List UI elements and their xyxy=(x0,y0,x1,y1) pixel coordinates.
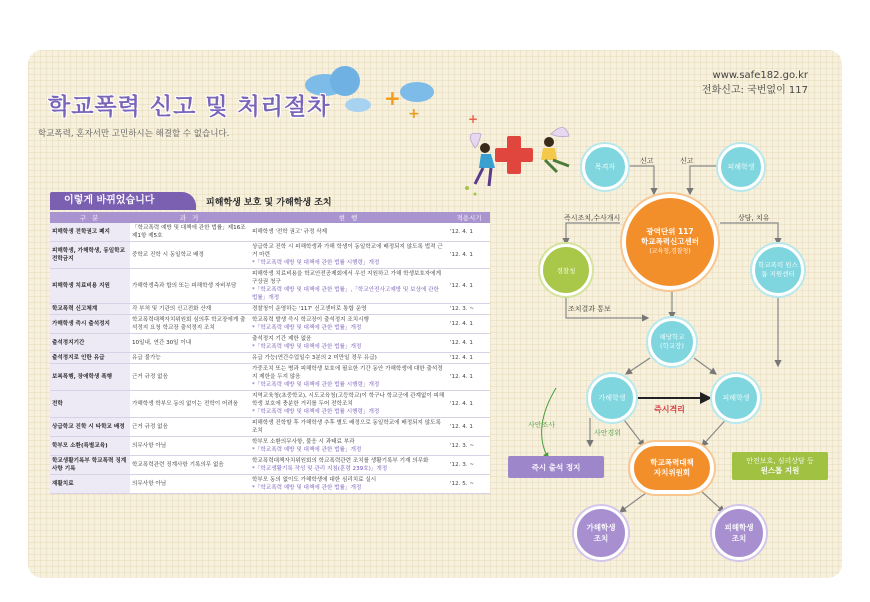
row-category: 학교생활기록부 학교폭력 징계사항 기록 xyxy=(50,456,130,475)
row-date: '12. 3. ~ xyxy=(448,456,490,475)
row-date: '12. 4. 1 xyxy=(448,269,490,304)
row-date: '12. 3. ~ xyxy=(448,437,490,456)
node-offender-action xyxy=(574,506,628,560)
offender-action-line1: 가해학생 xyxy=(586,523,616,532)
row-past: 「학교폭력 예방 및 대책에 관한 법률」제16조 제1항 제5호 xyxy=(130,223,250,242)
row-date: '12. 3. ~ xyxy=(448,304,490,315)
victim-action-line1: 피해학생 xyxy=(724,523,754,532)
row-category: 가해학생 즉시 출석정지 xyxy=(50,315,130,334)
row-past: 학교폭력관련 징계사항 기록의무 없음 xyxy=(130,456,250,475)
row-current-text: 학부모 소환의무사항, 불응 시 과태료 부과 xyxy=(252,439,355,445)
row-note: *「학교폭력 예방 및 대책에 관한 법률 시행령」개정 xyxy=(252,409,380,415)
row-date: '12. 4. 1 xyxy=(448,223,490,242)
row-current-text: 학부모 동의 없이도 가해학생에 대한 심리치료 실시 xyxy=(252,477,377,483)
label-immediate-action: 즉시조치,수사개시 xyxy=(564,214,621,222)
row-current-text: 학교폭력대책자치위원회의 학교폭력관련 조치를 생활기록부 기재 의무화 xyxy=(252,458,429,464)
row-category: 전학 xyxy=(50,391,130,418)
row-current-text: 피해학생 '전학 권고' 규정 삭제 xyxy=(252,229,328,235)
page-title: 학교폭력 신고 및 처리절차 xyxy=(48,94,331,120)
column-header: 과 거 xyxy=(130,212,250,223)
row-date: '12. 4. 1 xyxy=(448,315,490,334)
row-date: '12. 4. 1 xyxy=(448,334,490,353)
row-date: '12. 4. 1 xyxy=(448,364,490,391)
row-note: *「학교폭력 예방 및 대책에 관한 법률」개정 xyxy=(252,485,362,491)
label-case-report: 사안경위 xyxy=(594,429,622,437)
row-category: 피해학생 전학권고 폐지 xyxy=(50,223,130,242)
row-category: 상급학교 진학 시 타학교 배정 xyxy=(50,418,130,437)
row-note: *「학교폭력 예방 및 대책에 관한 법률 시행령」개정 xyxy=(252,260,380,266)
box-onestop-support xyxy=(732,452,828,480)
node-police: 경찰청 xyxy=(540,244,592,296)
label-report-right: 신고 xyxy=(680,157,694,165)
row-past: 가해학생 학부모 동의 없이는 전학이 어려움 xyxy=(130,391,250,418)
node-school xyxy=(648,318,696,366)
protection-line2: 원스톱 지원 xyxy=(760,466,800,475)
row-current-text: 출석정지 기간 제한 없음 xyxy=(252,336,312,342)
label-result-notice: 조치결과 통보 xyxy=(568,305,611,313)
victim-action-line2: 조치 xyxy=(731,534,747,543)
row-current-text: 피해학생 치료비용을 학교안전공제회에서 우선 지원하고 가해 학생보호자에게 구상권 청구 xyxy=(252,271,441,285)
plus-icon: + xyxy=(468,112,479,126)
changes-tag: 이렇게 바뀌었습니다 xyxy=(50,192,196,210)
row-date: '12. 4. 1 xyxy=(448,242,490,269)
row-past: 근거 규정 없음 xyxy=(130,418,250,437)
row-past: 학교폭력대책자치위원회 심의후 학교장에게 출석정지 요청 학교장 출석정지 조치 xyxy=(130,315,250,334)
box-suspension: 즉시 출석 정지 xyxy=(508,456,604,478)
row-past: 유급 불가능 xyxy=(130,353,250,364)
row-date: '12. 4. 1 xyxy=(448,353,490,364)
protection-line1: 안전보호, 심리상담 등 xyxy=(746,457,814,465)
row-date: '12. 5. ~ xyxy=(448,475,490,494)
row-note: *「학교폭력 예방 및 대책에 관한 법률」개정 xyxy=(252,447,362,453)
row-current-text: 피해학생 진학할 후 가해학생 추후 별도 배정으로 동일학교에 배정되지 않도록 조치 xyxy=(252,420,441,434)
row-past: 의무사항 아님 xyxy=(130,475,250,494)
plus-icon: + xyxy=(408,106,420,122)
column-header: 구 분 xyxy=(50,212,130,223)
row-category: 재활치료 xyxy=(50,475,130,494)
row-category: 학부모 소환(특별교육) xyxy=(50,437,130,456)
row-current-text: 유급 가능(연간수업일수 3분의 2 미만일 경우 유급) xyxy=(252,355,377,361)
label-separation: 즉시격리 xyxy=(654,405,685,414)
row-past: 10일내, 연간 30일 이내 xyxy=(130,334,250,353)
row-current-text: 상급학교 진학 시 피해학생과 가해 학생이 동일학교에 배정되지 않도록 법적 근거 마련 xyxy=(252,244,443,258)
row-past: 근거 규정 없음 xyxy=(130,364,250,391)
row-category: 출석정지기간 xyxy=(50,334,130,353)
column-header: 적용시기 xyxy=(448,212,490,223)
center-line3: (교육청,경찰청) xyxy=(649,248,691,255)
node-117-center xyxy=(622,194,718,290)
label-fact-check: 사안조사 xyxy=(528,421,556,429)
plus-icon: + xyxy=(384,86,401,110)
node-victim-student: 피해학생 xyxy=(712,374,760,422)
school-label: 해당학교 (학교장) xyxy=(659,333,685,350)
website-link[interactable]: www.safe182.go.kr xyxy=(712,70,808,81)
row-category: 보복폭행, 장애학생 폭행 xyxy=(50,364,130,391)
row-category: 피해학생, 가해학생, 동일학교 전학금지 xyxy=(50,242,130,269)
row-note: *「학교폭력 예방 및 대책에 관한 법률 시행령」개정 xyxy=(252,382,380,388)
row-past: 중학교 진학 시 동일학교 배정 xyxy=(130,242,250,269)
row-past: 의무사항 아님 xyxy=(130,437,250,456)
row-category: 피해학생 치료비용 지원 xyxy=(50,269,130,304)
node-victim: 피해학생 xyxy=(718,144,764,190)
row-current-text: 지역교육청(초중학교), 시도교육청(고등학교)이 학구나 학교군에 관계없이 피해학생 보호에 충분한 거리를 두어 전학조치 xyxy=(252,393,445,407)
node-onestop-center xyxy=(752,244,804,296)
label-counsel: 상담, 치유 xyxy=(738,214,770,222)
row-note: *「학교폭력 예방 및 대책에 관한 법률」개정 xyxy=(252,344,362,350)
row-note: *「학교생활기록 작성 및 관리 지침(훈령 239호)」개정 xyxy=(252,466,388,472)
offender-action-line2: 조치 xyxy=(593,534,609,543)
hotline-text: 전화신고: 국번없이 117 xyxy=(701,85,808,96)
row-category: 학교폭력 신고체계 xyxy=(50,304,130,315)
label-report-left: 신고 xyxy=(640,157,654,165)
node-witness: 목격자 xyxy=(582,144,628,190)
page-subtitle: 학교폭력, 혼자서만 고민하시는 해결할 수 없습니다. xyxy=(38,129,230,139)
node-offender: 가해학생 xyxy=(588,374,636,422)
row-note: *「학교폭력 예방 및 대책에 관한 법률」개정 xyxy=(252,325,362,331)
row-date: '12. 4. 1 xyxy=(448,391,490,418)
center-line2: 학교폭력신고센터 xyxy=(641,237,699,246)
row-note: *「학교폭력 예방 및 대책에 관한 법률」,「학교안전사고예방 및 보상에 관한 법률」개정 xyxy=(252,287,439,301)
row-category: 출석정지로 인한 유급 xyxy=(50,353,130,364)
onestop-center-label: 학교폭력 원스톱 지원센터 xyxy=(758,261,798,278)
committee-line2: 자치위원회 xyxy=(653,468,691,477)
row-current-text: 경찰청이 운영하는 '117' 신고센터로 통합 운영 xyxy=(252,306,367,312)
committee-line1: 학교폭력대책 xyxy=(650,458,694,467)
row-current-text: 가중조치 또는 병과 피해학생 보호에 필요한 기간 동안 가해학생에 대한 출석정지 제한을 두지 않음 xyxy=(252,366,443,380)
node-victim-action xyxy=(712,506,766,560)
row-date: '12. 4. 1 xyxy=(448,418,490,437)
center-line1: 광역단위 117 xyxy=(646,227,694,236)
column-header: 현 행 xyxy=(250,212,448,223)
row-past: 가해학생측과 합의 또는 피해학생 자비부담 xyxy=(130,269,250,304)
row-current-text: 학교폭력 발생 즉시 학교장이 출석정지 조치시행 xyxy=(252,317,369,323)
changes-subtitle: 피해학생 보호 및 가해학생 조치 xyxy=(206,198,332,208)
row-past: 각 부처 및 기관의 신고전화 산재 xyxy=(130,304,250,315)
node-committee xyxy=(630,442,714,494)
